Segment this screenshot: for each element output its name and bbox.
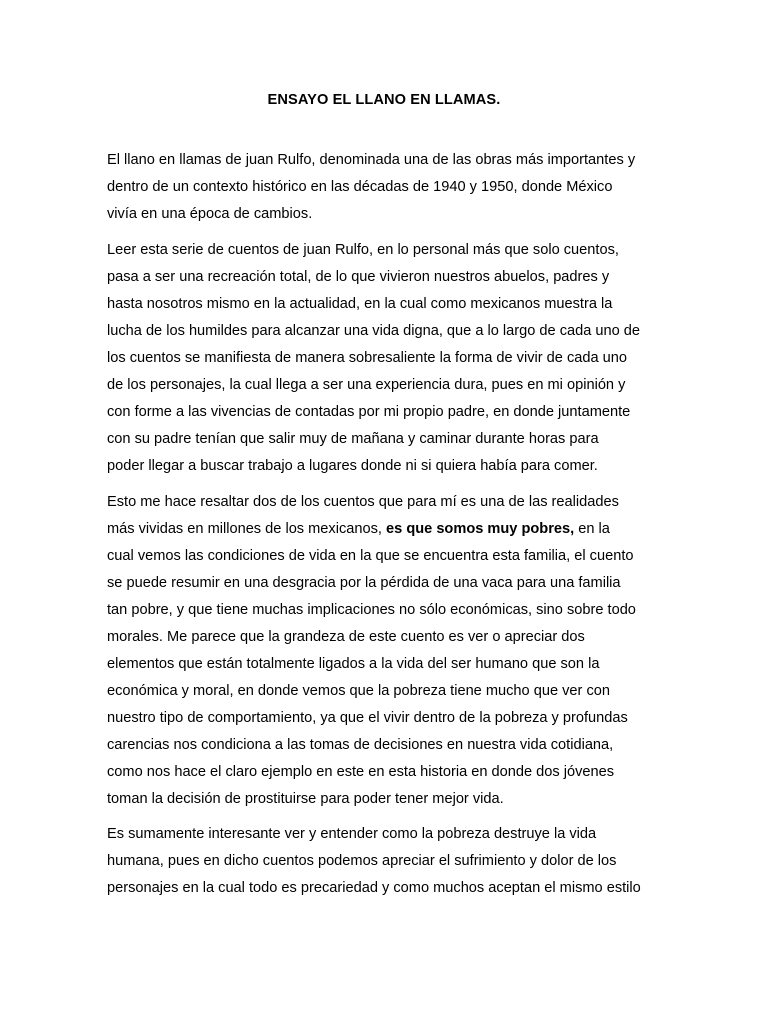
paragraph-3 — [107, 492, 636, 816]
paragraph-line: personajes en la cual todo es precariedad y como muchos aceptan el mismo estilo — [107, 880, 641, 896]
paragraph-line: tan pobre, y que tiene muchas implicaciones no sólo económicas, sino sobre todo — [107, 602, 636, 618]
paragraph-line: elementos que están totalmente ligados a la vida del ser humano que son la — [107, 656, 600, 672]
paragraph-line: Es sumamente interesante ver y entender como la pobreza destruye la vida — [107, 826, 597, 842]
paragraph-line: con su padre tenían que salir muy de mañana y caminar durante horas para — [107, 431, 599, 447]
paragraph-line: nuestro tipo de comportamiento, ya que el vivir dentro de la pobreza y profundas — [107, 710, 628, 726]
paragraph-line: económica y moral, en donde vemos que la pobreza tiene mucho que ver con — [107, 683, 610, 699]
paragraph-line: Esto me hace resaltar dos de los cuentos que para mí es una de las realidades — [107, 494, 619, 510]
paragraph-line: lucha de los humildes para alcanzar una vida digna, que a lo largo de cada uno de — [107, 323, 641, 339]
paragraph-line: vivía en una época de cambios. — [107, 206, 313, 222]
paragraph-line-with-emphasis — [107, 519, 636, 546]
paragraph-line: carencias nos condiciona a las tomas de decisiones en nuestra vida cotidiana, — [107, 737, 614, 753]
paragraph-line: dentro de un contexto histórico en las décadas de 1940 y 1950, donde México — [107, 179, 613, 195]
paragraph-line: humana, pues en dicho cuentos podemos apreciar el sufrimiento y dolor de los — [107, 853, 617, 869]
paragraph-line: como nos hace el claro ejemplo en este en esta historia en donde dos jóvenes — [107, 764, 615, 780]
paragraph-line: de los personajes, la cual llega a ser una experiencia dura, pues en mi opinión y — [107, 377, 626, 393]
paragraph-line: El llano en llamas de juan Rulfo, denominada una de las obras más importantes y — [107, 152, 636, 168]
paragraph-line: morales. Me parece que la grandeza de este cuento es ver o apreciar dos — [107, 629, 585, 645]
paragraph-2 — [107, 240, 640, 483]
line-text: en la — [574, 521, 610, 537]
emphasized-story-title: es que somos muy pobres, — [386, 521, 575, 537]
paragraph-line: los cuentos se manifiesta de manera sobresaliente la forma de vivir de cada uno — [107, 350, 627, 366]
paragraph-line: toman la decisión de prostituirse para poder tener mejor vida. — [107, 791, 504, 807]
line-text: más vividas en millones de los mexicanos, — [107, 521, 387, 537]
document-title: ENSAYO EL LLANO EN LLAMAS. — [267, 92, 501, 108]
paragraph-line: poder llegar a buscar trabajo a lugares donde ni si quiera había para comer. — [107, 458, 598, 474]
paragraph-line: con forme a las vivencias de contadas por mi propio padre, en donde juntamente — [107, 404, 631, 420]
paragraph-line: cual vemos las condiciones de vida en la que se encuentra esta familia, el cuento — [107, 548, 634, 564]
paragraph-line: hasta nosotros mismo en la actualidad, en la cual como mexicanos muestra la — [107, 296, 613, 312]
paragraph-4 — [107, 824, 641, 905]
paragraph-line: se puede resumir en una desgracia por la pérdida de una vaca para una familia — [107, 575, 621, 591]
paragraph-line: Leer esta serie de cuentos de juan Rulfo, en lo personal más que solo cuentos, — [107, 242, 619, 258]
paragraph-line: pasa a ser una recreación total, de lo que vivieron nuestros abuelos, padres y — [107, 269, 610, 285]
paragraph-1 — [107, 150, 635, 231]
